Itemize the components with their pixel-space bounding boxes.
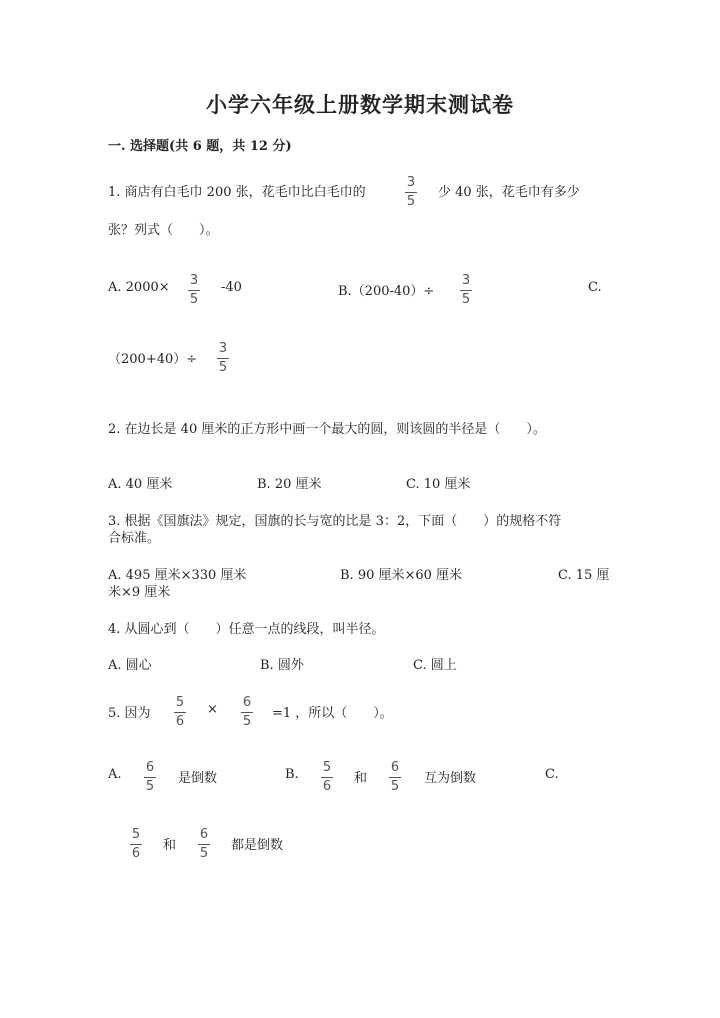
q5-option-a-label: A. — [108, 767, 122, 782]
q5-option-b-label: B. — [285, 767, 299, 782]
q4-option-a: A. 圆心 — [108, 658, 152, 673]
q5-fraction-2 — [240, 696, 254, 729]
fraction-numerator: 3 — [461, 273, 471, 288]
q5-option-b-text: 互为倒数 — [424, 771, 477, 786]
q1-text-part2: 少 40 张，花毛巾有多少 — [438, 185, 580, 200]
fraction-numerator: 5 — [175, 695, 185, 710]
q5-option-c-text: 都是倒数 — [231, 838, 284, 853]
fraction-denominator: 5 — [189, 292, 199, 307]
fraction-numerator: 3 — [406, 175, 416, 190]
fraction-denominator: 5 — [406, 194, 416, 209]
q1-fraction — [404, 176, 418, 209]
fraction-denominator: 6 — [322, 779, 332, 794]
q4-option-c: C. 圆上 — [413, 658, 457, 673]
q1-option-c-label: C. — [588, 280, 602, 295]
fraction-denominator: 5 — [199, 846, 209, 861]
fraction-bar — [217, 358, 229, 359]
q3-text-part2: 合标准。 — [108, 531, 161, 546]
q5-option-b-and: 和 — [354, 771, 368, 786]
fraction-bar — [144, 777, 156, 778]
q5-option-c-fraction-2 — [197, 828, 211, 861]
q2-option-b: B. 20 厘米 — [257, 477, 322, 492]
q5-option-a-text: 是倒数 — [178, 771, 218, 786]
fraction-numerator: 6 — [242, 695, 252, 710]
q4-text: 4. 从圆心到（ ）任意一点的线段，叫半径。 — [108, 622, 385, 637]
fraction-numerator: 6 — [199, 827, 209, 842]
fraction-denominator: 5 — [461, 292, 471, 307]
q3-option-c-part2: 米×9 厘米 — [108, 585, 171, 600]
fraction-denominator: 5 — [145, 779, 155, 794]
q5-fraction-1 — [173, 696, 187, 729]
q1-option-b-prefix: B.（200-40）÷ — [338, 284, 435, 299]
q1-text-part3: 张？列式（ ）。 — [108, 223, 219, 238]
q2-option-a: A. 40 厘米 — [108, 477, 173, 492]
fraction-bar — [198, 844, 210, 845]
q5-option-a-fraction — [143, 761, 157, 794]
fraction-bar — [405, 192, 417, 193]
fraction-bar — [130, 844, 142, 845]
q3-text-part1: 3. 根据《国旗法》规定，国旗的长与宽的比是 3：2，下面（ ）的规格不符 — [108, 514, 562, 529]
q1-option-a-fraction — [187, 274, 201, 307]
q1-option-c-fraction — [216, 342, 230, 375]
q3-option-c-part1: C. 15 厘 — [558, 568, 610, 583]
fraction-numerator: 5 — [131, 827, 141, 842]
fraction-denominator: 5 — [242, 714, 252, 729]
q2-text: 2. 在边长是 40 厘米的正方形中画一个最大的圆，则该圆的半径是（ ）。 — [108, 422, 546, 437]
q5-option-c-label: C. — [545, 767, 559, 782]
fraction-numerator: 6 — [145, 760, 155, 775]
q5-option-c-fraction-1 — [129, 828, 143, 861]
fraction-denominator: 6 — [175, 714, 185, 729]
q5-option-b-fraction-1 — [320, 761, 334, 794]
section-heading: 一. 选择题(共 6 题，共 12 分) — [108, 139, 292, 154]
q1-option-b-fraction — [459, 274, 473, 307]
fraction-numerator: 3 — [189, 273, 199, 288]
q2-option-c: C. 10 厘米 — [406, 477, 471, 492]
fraction-denominator: 6 — [131, 846, 141, 861]
q5-suffix: =1 ，所以（ ）。 — [272, 706, 393, 721]
q1-option-a-prefix: A. 2000× — [108, 280, 170, 295]
fraction-numerator: 6 — [390, 760, 400, 775]
fraction-bar — [188, 290, 200, 291]
q1-option-a-suffix: -40 — [221, 280, 242, 295]
q3-option-a: A. 495 厘米×330 厘米 — [108, 568, 247, 583]
fraction-denominator: 5 — [390, 779, 400, 794]
fraction-denominator: 5 — [218, 360, 228, 375]
q3-option-b: B. 90 厘米×60 厘米 — [340, 568, 463, 583]
q4-option-b: B. 圆外 — [260, 658, 304, 673]
fraction-bar — [174, 712, 186, 713]
fraction-bar — [389, 777, 401, 778]
q5-option-c-and: 和 — [163, 838, 177, 853]
fraction-bar — [241, 712, 253, 713]
q5-prefix: 5. 因为 — [108, 706, 151, 721]
q1-text-part1: 1. 商店有白毛巾 200 张，花毛巾比白毛巾的 — [108, 185, 366, 200]
fraction-bar — [460, 290, 472, 291]
page-title: 小学六年级上册数学期末测试卷 — [206, 92, 514, 117]
fraction-bar — [321, 777, 333, 778]
q1-option-c-prefix: （200+40）÷ — [108, 352, 198, 367]
fraction-numerator: 3 — [218, 341, 228, 356]
fraction-numerator: 5 — [322, 760, 332, 775]
q5-option-b-fraction-2 — [388, 761, 402, 794]
q5-times-sign: × — [207, 702, 218, 717]
